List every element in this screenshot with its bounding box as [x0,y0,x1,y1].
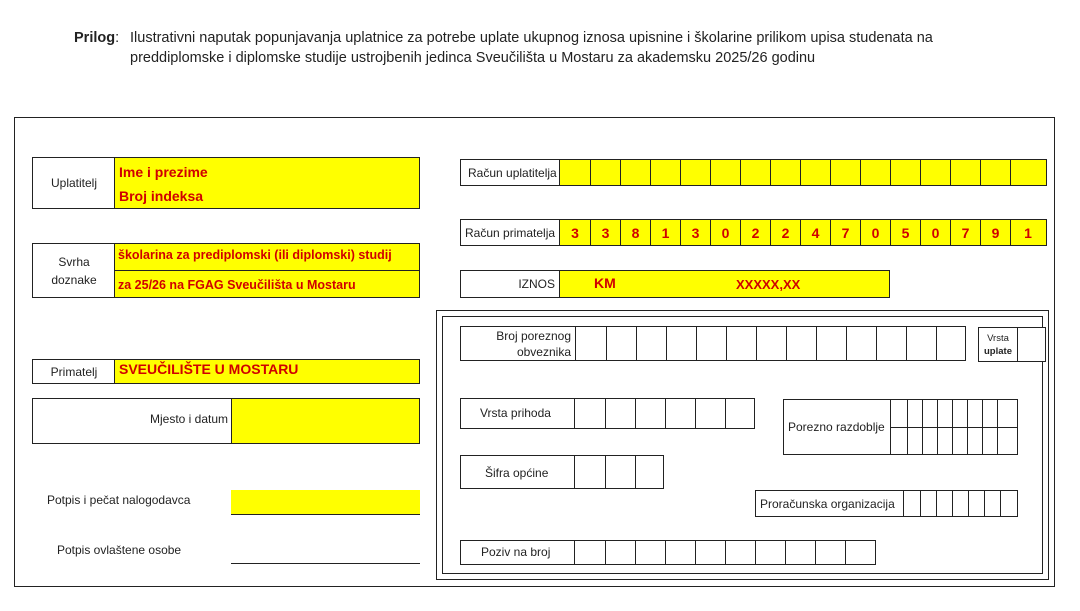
primatelj-value: SVEUČILIŠTE U MOSTARU [119,361,299,377]
racun-primatelja-digit: 0 [920,220,950,245]
porezni-broj-field[interactable] [575,326,966,361]
svrha-line2: za 25/26 na FGAG Sveučilišta u Mostaru [118,278,356,292]
racun-primatelja-digit: 3 [590,220,620,245]
racun-primatelja-digit: 7 [950,220,980,245]
svrha-field-line2[interactable] [114,270,420,298]
porezno-razdoblje-label: Porezno razdoblje [788,420,885,434]
racun-uplatitelja-cell [1010,160,1045,185]
racun-uplatitelja-cell [590,160,620,185]
porezni-broj-cell [816,327,846,360]
racun-uplatitelja-cell [920,160,950,185]
racun-primatelja-field[interactable] [559,219,1047,246]
racun-primatelja-digit: 3 [680,220,710,245]
racun-uplatitelja-cell [740,160,770,185]
poziv-na-broj-cell [605,541,635,564]
porezni-broj-cell [576,327,606,360]
poziv-na-broj-cell [575,541,605,564]
vrsta-uplate-field[interactable] [1017,327,1046,362]
proracunska-label: Proračunska organizacija [760,496,895,511]
svrha-field-line1[interactable] [114,243,420,271]
mjesto-datum-label: Mjesto i datum [150,412,229,426]
racun-primatelja-label-box [460,219,560,246]
header-prefix: Prilog [74,30,116,46]
proracunska-cell [936,491,952,516]
porezni-broj-cell [606,327,636,360]
racun-uplatitelja-cell [860,160,890,185]
porezni-broj-cell [936,327,965,360]
proracunska-label-box [755,490,904,517]
racun-uplatitelja-cell [680,160,710,185]
racun-primatelja-digit: 5 [890,220,920,245]
uplatitelj-field[interactable] [114,157,420,209]
racun-primatelja-digit: 2 [770,220,800,245]
racun-uplatitelja-cell [830,160,860,185]
vrsta-prihoda-cell [605,399,635,428]
svrha-label-line1: Svrha [58,254,90,269]
proracunska-cell [1000,491,1017,516]
poziv-na-broj-label: Poziv na broj [481,545,551,559]
proracunska-cell [952,491,968,516]
vrsta-prihoda-cell [725,399,753,428]
porezni-broj-cell [846,327,876,360]
porezni-broj-cell [876,327,906,360]
porezni-broj-cell [906,327,936,360]
uplatitelj-index: Broj indeksa [119,188,204,204]
header-colon: : [115,30,120,46]
potpis-osobe-label: Potpis ovlaštene osobe [57,543,182,557]
racun-uplatitelja-cell [950,160,980,185]
proracunska-cell [984,491,1000,516]
iznos-currency: KM [594,275,616,291]
racun-uplatitelja-cell [980,160,1010,185]
iznos-field[interactable] [559,270,890,298]
sifra-opcine-cell [575,456,605,488]
racun-uplatitelja-cell [650,160,680,185]
racun-primatelja-digit: 0 [860,220,890,245]
vrsta-prihoda-label-box [460,398,575,429]
racun-uplatitelja-label-box [460,159,560,186]
header [74,28,1064,68]
poziv-na-broj-cell [725,541,755,564]
header-line-2: preddiplomske i diplomske studije ustrojbenih jedinca Sveučilišta u Mostaru za akademsku 2025/26 godinu [130,50,816,66]
potpis-nalogodavca-label: Potpis i pečat nalogodavca [47,493,191,507]
racun-primatelja-digit: 3 [571,224,579,241]
iznos-value: XXXXX,XX [736,277,801,292]
racun-primatelja-digit: 4 [800,220,830,245]
porezno-razdoblje-label-box [783,399,891,455]
racun-primatelja-digit: 2 [740,220,770,245]
racun-primatelja-digit: 1 [1010,220,1045,245]
uplatitelj-name: Ime i prezime [119,164,208,180]
potpis-osobe-field[interactable] [231,548,420,564]
racun-uplatitelja-label: Račun uplatitelja [468,165,557,180]
vrsta-prihoda-cell [635,399,665,428]
primatelj-label: Primatelj [50,364,98,379]
poziv-na-broj-cell [665,541,695,564]
primatelj-field[interactable] [114,359,420,384]
sifra-opcine-label-box [460,455,575,489]
racun-primatelja-digit: 7 [830,220,860,245]
sifra-opcine-cell [605,456,635,488]
porezni-broj-cell [726,327,756,360]
svrha-line1: školarina za prediplomski (ili diplomski) studij [118,248,392,262]
porezni-broj-cell [666,327,696,360]
sifra-opcine-label: Šifra općine [485,466,549,480]
poziv-na-broj-label-box [460,540,575,565]
primatelj-label-box [32,359,116,384]
iznos-label-box [460,270,560,298]
racun-primatelja-label: Račun primatelja [465,225,556,240]
porezno-razdoblje-divider [891,427,1017,428]
vrsta-uplate-label-line1: Vrsta [987,332,1009,344]
poziv-na-broj-cell [755,541,785,564]
svrha-label-box [32,243,116,298]
porezni-broj-cell [756,327,786,360]
vrsta-prihoda-cell [695,399,725,428]
racun-uplatitelja-cell [620,160,650,185]
porezni-broj-label-box [460,326,576,361]
racun-uplatitelja-cell [710,160,740,185]
proracunska-cell [904,491,920,516]
mjesto-datum-field[interactable] [231,398,420,444]
vrsta-prihoda-cell [665,399,695,428]
porezni-broj-cell [786,327,816,360]
iznos-label: IZNOS [518,277,555,291]
poziv-na-broj-field[interactable] [574,540,876,565]
sifra-opcine-field[interactable] [574,455,664,489]
porezni-broj-label-line2: obveznika [516,344,571,359]
svrha-label-line2: doznake [51,272,97,287]
poziv-na-broj-cell [635,541,665,564]
uplatitelj-label: Uplatitelj [50,176,98,190]
header-line-1: Ilustrativni naputak popunjavanja uplatnice za potrebe uplate ukupnog iznosa upisnine i školarine prilikom upisa studenata na [130,30,933,46]
racun-primatelja-digit: 9 [980,220,1010,245]
vrsta-prihoda-field[interactable] [574,398,755,429]
sifra-opcine-cell [635,456,663,488]
racun-uplatitelja-cell [770,160,800,185]
uplatitelj-label-box [32,157,116,209]
racun-uplatitelja-cell [800,160,830,185]
poziv-na-broj-cell [815,541,845,564]
porezni-broj-cell [636,327,666,360]
proracunska-field[interactable] [903,490,1018,517]
vrsta-prihoda-label: Vrsta prihoda [480,406,551,420]
racun-uplatitelja-cell [560,160,590,185]
vrsta-prihoda-cell [575,399,605,428]
racun-primatelja-digit: 1 [650,220,680,245]
racun-uplatitelja-cell [890,160,920,185]
porezni-broj-label-line1: Broj poreznog [496,328,571,343]
poziv-na-broj-cell [695,541,725,564]
porezni-broj-cell [696,327,726,360]
racun-primatelja-digit: 0 [710,220,740,245]
vrsta-uplate-label-line2: uplate [984,345,1012,357]
proracunska-cell [920,491,936,516]
porezno-razdoblje-field[interactable] [890,399,1018,455]
potpis-nalogodavca-field[interactable] [231,490,420,515]
racun-primatelja-digit: 8 [620,220,650,245]
poziv-na-broj-cell [785,541,815,564]
racun-uplatitelja-field[interactable] [559,159,1047,186]
vrsta-uplate-label-box [978,327,1018,362]
proracunska-cell [968,491,984,516]
poziv-na-broj-cell [845,541,874,564]
